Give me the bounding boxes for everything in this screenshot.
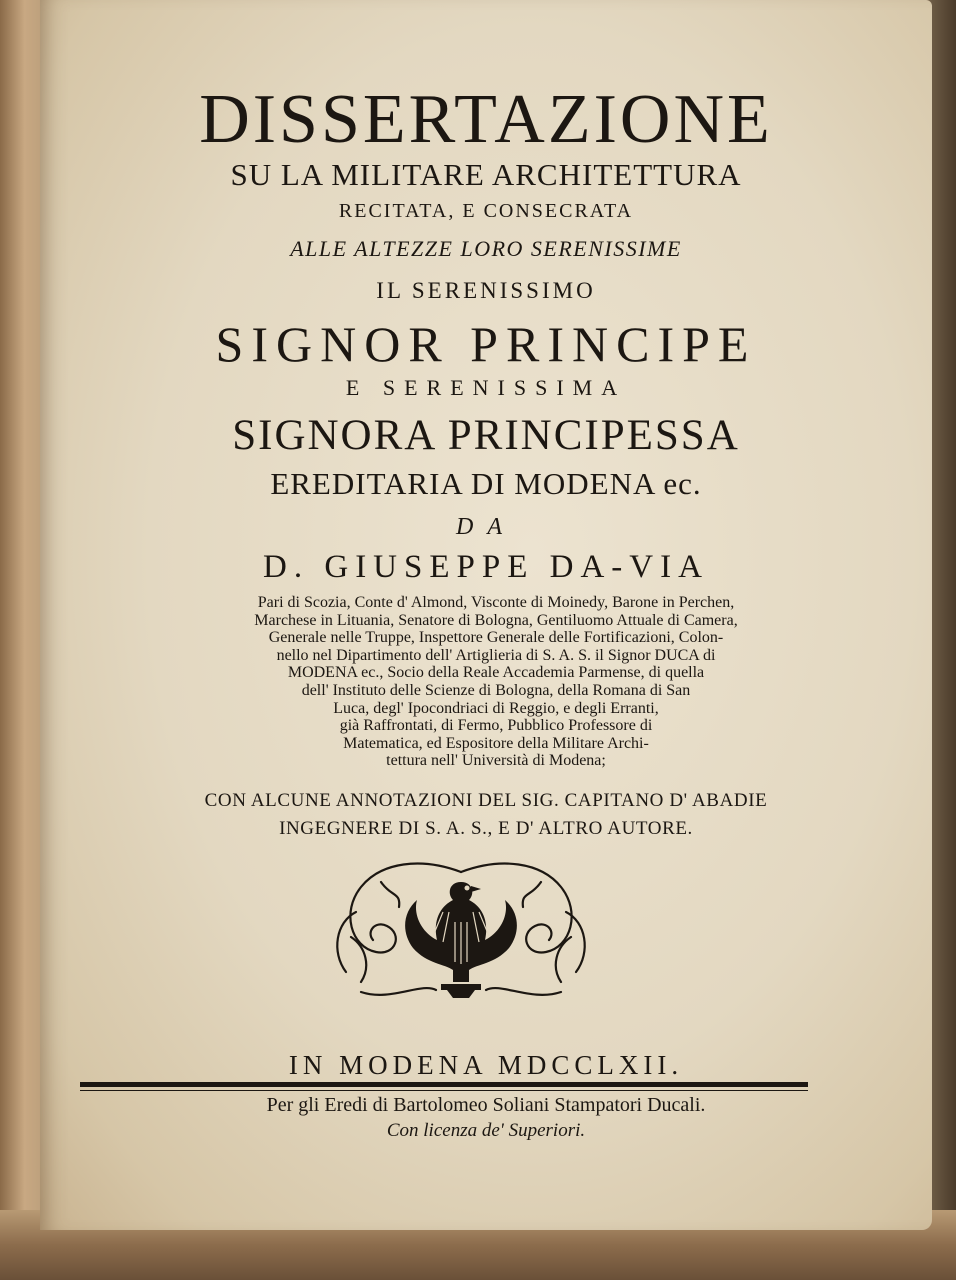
- author-title-line: nello nel Dipartimento dell' Artiglieria di S. A. S. il Signor DUCA di: [276, 646, 716, 664]
- author-title-line: Marchese in Lituania, Senatore di Bologna, Gentiluomo Attuale di Camera,: [254, 611, 738, 629]
- dedication-altezze: ALLE ALTEZZE LORO SERENISSIME: [290, 236, 682, 261]
- divider-rule-thin: [80, 1090, 808, 1091]
- dedication-signora-principessa: SIGNORA PRINCIPESSA: [232, 412, 740, 459]
- divider-rule: [80, 1082, 808, 1087]
- eagle-ornament-icon: [321, 852, 601, 1002]
- author-title-line: MODENA ec., Socio della Reale Accademia Parmense, di quella: [287, 664, 705, 682]
- author-title-line: Pari di Scozia, Conte d' Almond, Visconte di Moinedy, Barone in Perchen,: [257, 594, 735, 611]
- imprint-place-year: IN MODENA MDCCLXII.: [288, 1050, 684, 1080]
- main-title: DISSERTAZIONE: [199, 81, 773, 158]
- annotations-line-1: CON ALCUNE ANNOTAZIONI DEL SIG. CAPITANO D' ABADIE: [204, 790, 768, 811]
- dedication-il-serenissimo: IL SERENISSIMO: [376, 278, 596, 303]
- author-title-line: Generale nelle Truppe, Inspettore Generale delle Fortificazioni, Colon-: [268, 629, 724, 647]
- subtitle: SU LA MILITARE ARCHITETTURA: [230, 157, 742, 192]
- author-title-line: già Raffrontati, di Fermo, Pubblico Professore di: [339, 717, 653, 735]
- annotations-line-2: INGEGNERE DI S. A. S., E D' ALTRO AUTORE.: [279, 818, 693, 839]
- dedication-line: RECITATA, E CONSECRATA: [338, 200, 634, 222]
- author-title-line: tettura nell' Università di Modena;: [386, 752, 606, 770]
- title-page: [40, 0, 932, 1230]
- dedication-e-serenissima: E SERENISSIMA: [345, 375, 627, 400]
- author-by: DA: [456, 514, 516, 540]
- licenza-line: Con licenza de' Superiori.: [386, 1120, 586, 1141]
- author-titles: [50, 594, 942, 770]
- author-title-line: Luca, degl' Ipocondriaci di Reggio, e degli Erranti,: [333, 699, 659, 717]
- printer-line: Per gli Eredi di Bartolomeo Soliani Stampatori Ducali.: [266, 1094, 706, 1116]
- author-name: D. GIUSEPPE DA-VIA: [263, 549, 709, 585]
- dedication-signor-principe: SIGNOR PRINCIPE: [215, 316, 757, 372]
- author-title-line: Matematica, ed Espositore della Militare Archi-: [343, 734, 649, 752]
- dedication-ereditaria: EREDITARIA DI MODENA ec.: [270, 466, 702, 501]
- author-title-line: dell' Instituto delle Scienze di Bologna, della Romana di San: [301, 681, 691, 699]
